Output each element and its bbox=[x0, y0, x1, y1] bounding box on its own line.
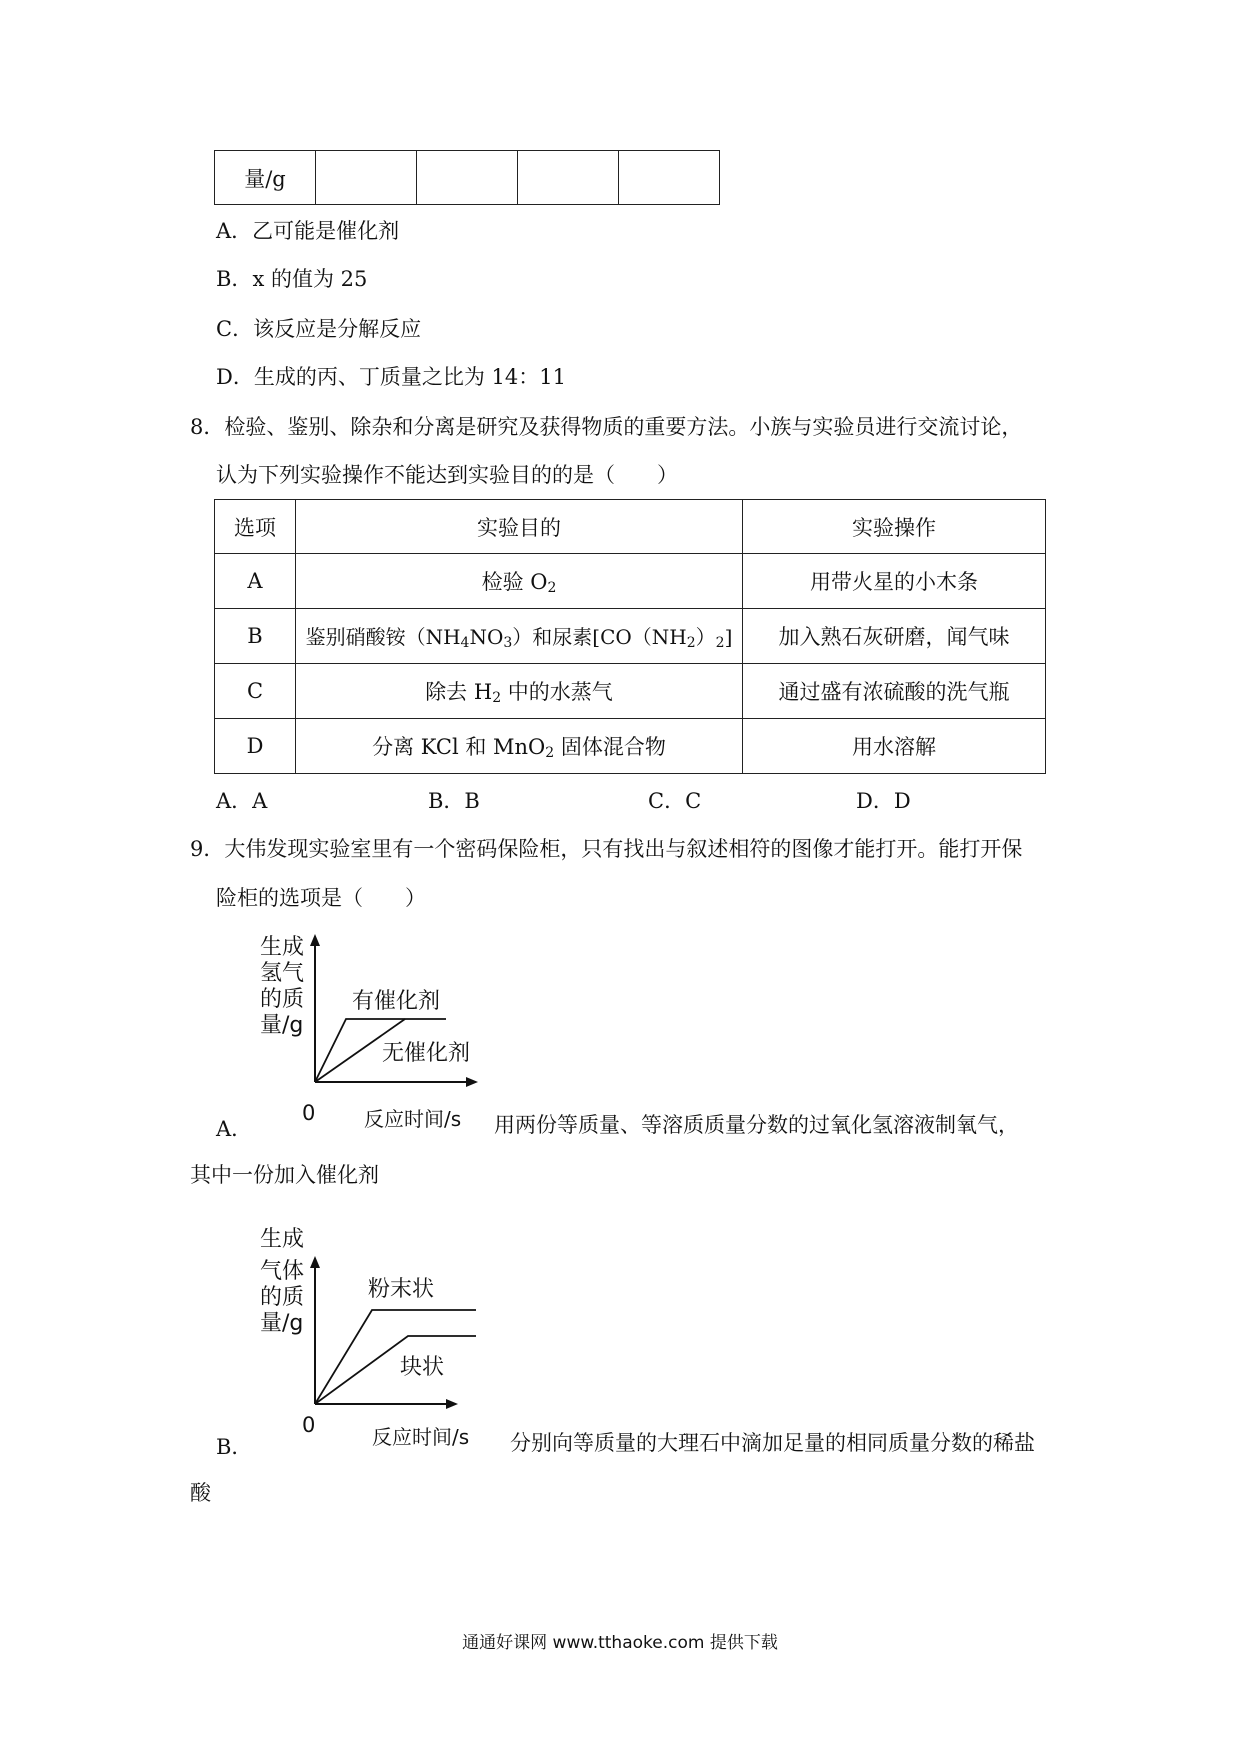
graph-b-series2-line bbox=[315, 1336, 476, 1404]
table-row: C 除去 $H_2$ 中的水蒸气 通过盛有浓硫酸的洗气瓶 bbox=[215, 664, 1046, 719]
q8-table bbox=[214, 499, 1046, 774]
q9-stem-line2: 险柜的选项是（ ） bbox=[216, 886, 426, 910]
q9-option-a-desc-line2: 其中一份加入催化剂 bbox=[190, 1163, 379, 1187]
table-cell bbox=[417, 151, 518, 205]
graph-b-series2-label: 块状 bbox=[400, 1355, 445, 1380]
graph-b-series1-line bbox=[315, 1310, 476, 1404]
header-operation: 实验操作 bbox=[743, 500, 1046, 554]
q9-option-a-letter: A． bbox=[216, 1117, 253, 1141]
graph-a bbox=[250, 930, 490, 1130]
q9-stem-line1: 9．大伟发现实验室里有一个密码保险柜，只有找出与叙述相符的图像才能打开。能打开保 bbox=[190, 837, 1023, 861]
graph-a-ylabel-2: 氢气 bbox=[260, 961, 305, 986]
graph-a-xlabel: 反应时间/s bbox=[364, 1107, 462, 1131]
graph-a-x-arrow bbox=[466, 1077, 478, 1087]
q7-option-a: A．乙可能是催化剂 bbox=[216, 219, 400, 243]
graph-b-xlabel: 反应时间/s bbox=[372, 1425, 470, 1449]
q8-stem-line1: 8．检验、鉴别、除杂和分离是研究及获得物质的重要方法。小族与实验员进行交流讨论， bbox=[190, 415, 1023, 439]
q8-answer-a: A．A bbox=[216, 789, 268, 813]
q9-option-b-desc-line1: 分别向等质量的大理石中滴加足量的相同质量分数的稀盐 bbox=[510, 1431, 1035, 1455]
q9-option-a-desc-line1: 用两份等质量、等溶质质量分数的过氧化氢溶液制氧气， bbox=[494, 1113, 1019, 1137]
header-purpose: 实验目的 bbox=[296, 500, 743, 554]
graph-a-series1-label: 有催化剂 bbox=[352, 989, 441, 1014]
graph-b-ylabel-3: 的质 bbox=[260, 1285, 305, 1310]
graph-a-origin: 0 bbox=[302, 1101, 316, 1125]
table-row: B 鉴别硝酸铵$(NH_4NO_3)$和尿素$[CO(NH_2)_2]$ 加入熟石灰研磨，闻气味 bbox=[215, 609, 1046, 664]
q8-answer-c: C．C bbox=[648, 789, 702, 813]
table-row-label: 量/g bbox=[215, 151, 316, 205]
graph-b bbox=[250, 1222, 490, 1422]
table-cell bbox=[518, 151, 619, 205]
graph-b-ylabel-4: 量/g bbox=[260, 1311, 304, 1336]
graph-a-series2-label: 无催化剂 bbox=[382, 1041, 471, 1066]
table-cell bbox=[619, 151, 720, 205]
table-cell bbox=[316, 151, 417, 205]
table-row: D 分离 KCl 和 MnO$_2$ 固体混合物 用水溶解 bbox=[215, 719, 1046, 774]
q9-option-b-letter: B． bbox=[216, 1435, 253, 1459]
graph-b-y-arrow bbox=[310, 1256, 320, 1268]
q7-option-c: C．该反应是分解反应 bbox=[216, 317, 422, 341]
footer-watermark: 通通好课网 www.tthaoke.com 提供下载 bbox=[462, 1633, 778, 1653]
graph-b-series1-label: 粉末状 bbox=[368, 1277, 435, 1302]
q8-answer-d: D．D bbox=[856, 789, 911, 813]
graph-b-ylabel-2: 气体 bbox=[260, 1259, 305, 1284]
q7-table-fragment bbox=[214, 150, 720, 205]
table-row: A 检验 $O_2$ 用带火星的小木条 bbox=[215, 554, 1046, 609]
q8-stem-line2: 认为下列实验操作不能达到实验目的的是（ ） bbox=[216, 463, 678, 487]
graph-b-x-arrow bbox=[446, 1399, 458, 1409]
q7-option-b: B．x 的值为 25 bbox=[216, 267, 368, 291]
graph-b-origin: 0 bbox=[302, 1413, 316, 1437]
q9-option-b-desc-line2: 酸 bbox=[190, 1481, 211, 1505]
graph-a-ylabel-1: 生成 bbox=[260, 935, 305, 960]
graph-b-ylabel-1: 生成 bbox=[260, 1227, 305, 1252]
q7-option-d: D．生成的丙、丁质量之比为 14：11 bbox=[216, 365, 566, 389]
graph-a-ylabel-3: 的质 bbox=[260, 987, 305, 1012]
graph-a-y-arrow bbox=[310, 934, 320, 946]
q8-answer-b: B．B bbox=[428, 789, 480, 813]
graph-a-ylabel-4: 量/g bbox=[260, 1013, 304, 1038]
header-option: 选项 bbox=[215, 500, 296, 554]
